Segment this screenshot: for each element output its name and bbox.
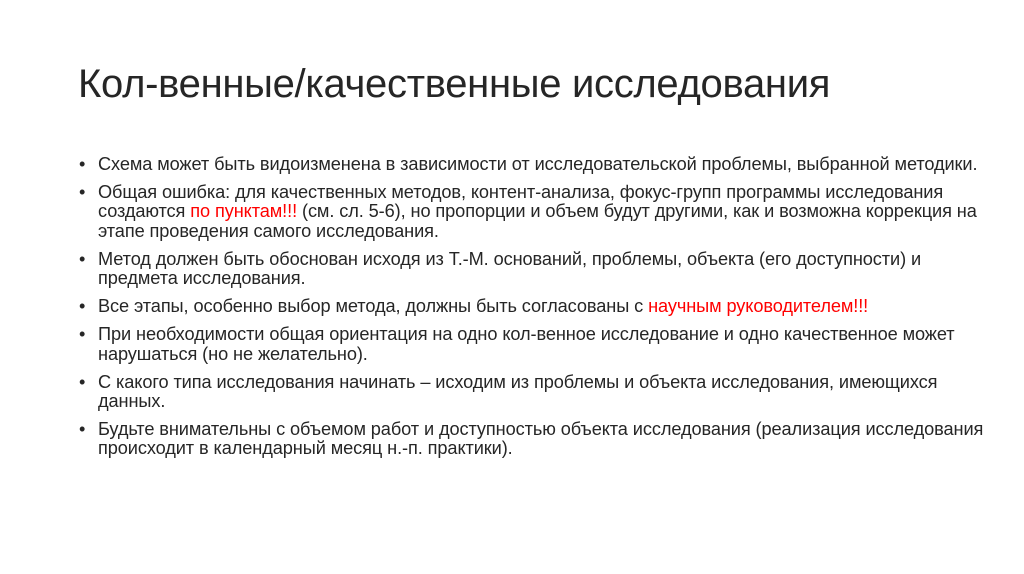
bullet-text: Все этапы, особенно выбор метода, должны быть согласованы с	[98, 296, 649, 317]
highlight-text: научным руководителем!!!	[648, 296, 869, 317]
bullet-item-7	[78, 420, 990, 458]
bullet-marker: •	[79, 419, 86, 440]
bullet-text: Схема может быть видоизменена в зависимости от исследовательской проблемы, выбранной методики.	[98, 154, 978, 174]
bullet-marker: •	[79, 154, 86, 174]
bullet-text: Будьте внимательны с объемом работ и доступностью объекта исследования (реализация исследования происходит в календарный месяц н.-п. практики).	[98, 419, 984, 459]
bullet-item-6	[78, 373, 990, 411]
bullet-item-1	[78, 155, 990, 174]
bullet-list	[78, 155, 990, 468]
bullet-item-4	[78, 297, 990, 316]
bullet-text: Общая ошибка: для качественных методов, контент-анализа, фокус-групп программы исследования создаются	[98, 182, 944, 222]
slide-title: Кол-венные/качественные исследования	[78, 62, 831, 106]
bullet-marker: •	[79, 296, 86, 317]
bullet-text: Метод должен быть обоснован исходя из Т.-М. оснований, проблемы, объекта (его доступности) и предмета исследования.	[98, 248, 922, 289]
bullet-text: При необходимости общая ориентация на одно кол-венное исследование и одно качественное может нарушаться (но не желательно).	[98, 324, 955, 364]
bullet-item-2	[78, 183, 990, 241]
bullet-item-3	[78, 250, 990, 288]
bullet-text: С какого типа исследования начинать – исходим из проблемы и объекта исследования, имеющихся данных.	[98, 371, 938, 412]
bullet-marker: •	[79, 371, 86, 392]
bullet-marker: •	[79, 248, 86, 269]
bullet-marker: •	[79, 182, 86, 203]
bullet-marker: •	[79, 324, 86, 345]
highlight-text: по пунктам!!!	[190, 201, 298, 222]
bullet-item-5	[78, 325, 990, 363]
bullet-text: (см. сл. 5-6), но пропорции и объем будут другими, как и возможна коррекция на этапе проведения самого исследования.	[98, 201, 977, 241]
